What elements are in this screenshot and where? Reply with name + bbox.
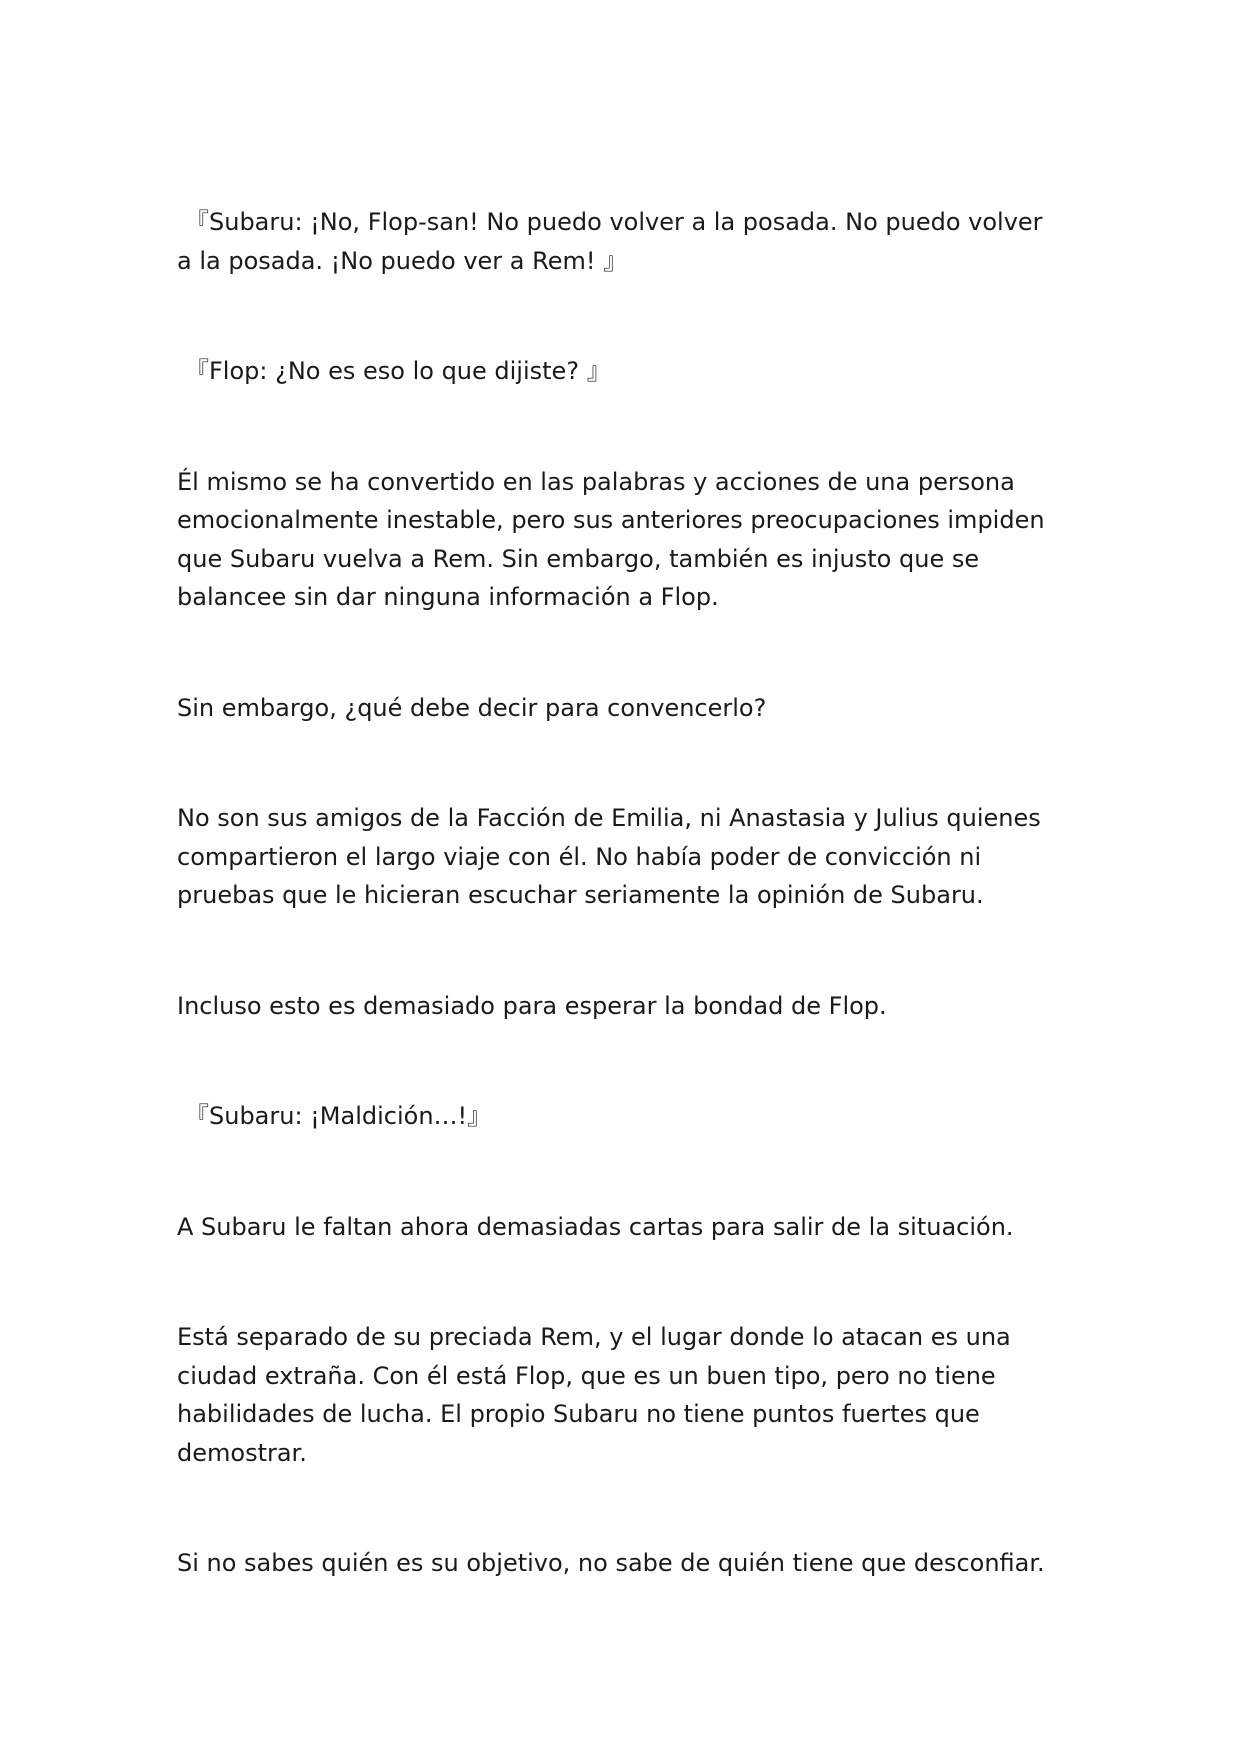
narration-paragraph: Si no sabes quién es su objetivo, no sabe de quién tiene que desconfiar. (177, 1549, 1045, 1577)
narration-paragraph: No son sus amigos de la Facción de Emilia, ni Anastasia y Julius quienes compartieron el largo viaje con él. No había poder de convicción ni pruebas que le hicieran escuchar seriamente la opinión de Subaru. (177, 804, 1041, 909)
narration-paragraph: Incluso esto es demasiado para esperar la bondad de Flop. (177, 991, 887, 1020)
dialogue-paragraph: 『Subaru: ¡No, Flop-san! No puedo volver a la posada. No puedo volver a la posada. ¡No puedo ver a Rem! 』 (177, 208, 1043, 275)
dialogue-paragraph: 『Flop: ¿No es eso lo que dijiste? 』 (185, 357, 611, 385)
narration-paragraph: A Subaru le faltan ahora demasiadas cartas para salir de la situación. (177, 1212, 1014, 1241)
dialogue-paragraph: 『Subaru: ¡Maldición…!』 (185, 1102, 492, 1130)
narration-paragraph: Él mismo se ha convertido en las palabras y acciones de una persona emocionalmente inestable, pero sus anteriores preocupaciones impiden que Subaru vuelva a Rem. Sin embargo, también es injusto que se balancee sin dar ninguna información a Flop. (177, 467, 1045, 611)
document-body (177, 203, 1057, 1655)
narration-paragraph: Sin embargo, ¿qué debe decir para convencerlo? (177, 693, 767, 722)
narration-paragraph: Está separado de su preciada Rem, y el lugar donde lo atacan es una ciudad extraña. Con él está Flop, que es un buen tipo, pero no tiene habilidades de lucha. El propio Subaru no tiene puntos fuertes que demostrar. (177, 1323, 1011, 1467)
